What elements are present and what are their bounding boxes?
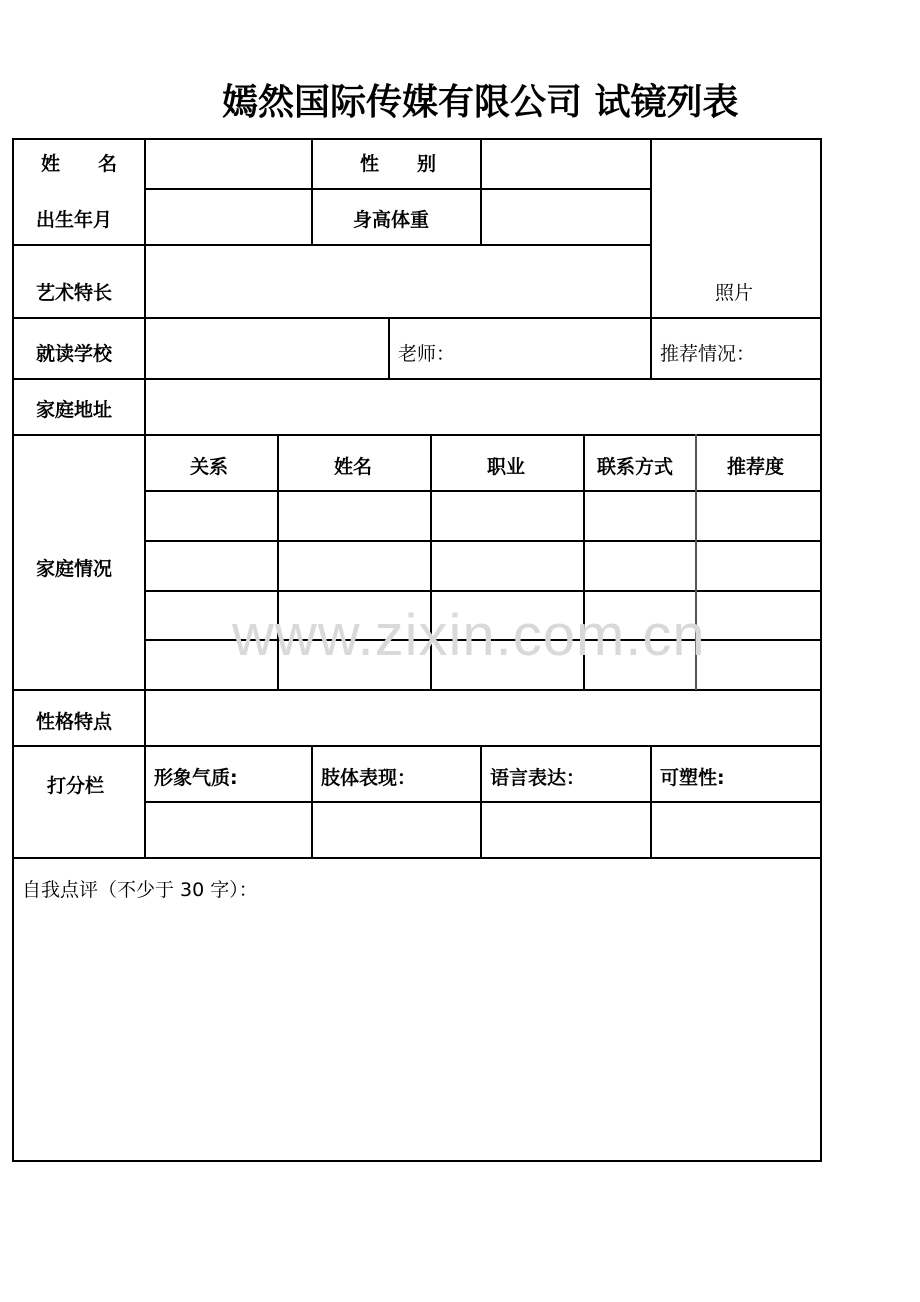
family-header-name: 姓名 [334,456,373,478]
score-body: 肢体表现： [321,767,417,789]
page-title: 嫣然国际传媒有限公司 试镜列表 [222,82,739,123]
label-art-talent: 艺术特长 [36,282,113,304]
col-line [480,138,482,245]
row-line [12,857,822,859]
label-family: 家庭情况 [36,558,113,580]
col-line [144,138,146,859]
label-school: 就读学校 [36,343,113,365]
label-score: 打分栏 [47,775,105,797]
score-language: 语言表达： [490,767,586,789]
family-header-relation: 关系 [190,456,229,478]
label-personality: 性格特点 [36,711,113,733]
row-line [145,188,651,190]
score-image: 形象气质: [154,767,238,789]
row-line [145,801,822,803]
watermark: www.zixin.com.cn [232,603,706,668]
label-self-comment: 自我点评（不少于 30 字）： [22,879,258,901]
label-height-weight: 身高体重 [353,209,430,231]
row-line [12,745,822,747]
label-photo: 照片 [715,282,754,304]
row-line [145,490,822,492]
family-header-contact: 联系方式 [597,456,674,478]
col-line [650,138,652,379]
label-teacher: 老师： [398,343,456,365]
label-recommend: 推荐情况： [660,343,756,365]
col-line [311,138,313,245]
row-line [12,378,822,380]
score-plasticity: 可塑性: [660,767,725,789]
col-line [480,745,482,859]
label-birth: 出生年月 [36,209,113,231]
col-line [311,745,313,859]
col-line [650,745,652,859]
col-line [388,317,390,379]
row-line [145,590,822,592]
row-line [12,689,822,691]
label-name: 姓 名 [41,153,118,175]
label-address: 家庭地址 [36,399,113,421]
row-line [12,244,651,246]
row-line [145,540,822,542]
family-header-occupation: 职业 [487,456,526,478]
row-line [12,317,822,319]
label-gender: 性 别 [360,153,437,175]
family-header-recommend: 推荐度 [727,456,785,478]
row-line [12,434,822,436]
